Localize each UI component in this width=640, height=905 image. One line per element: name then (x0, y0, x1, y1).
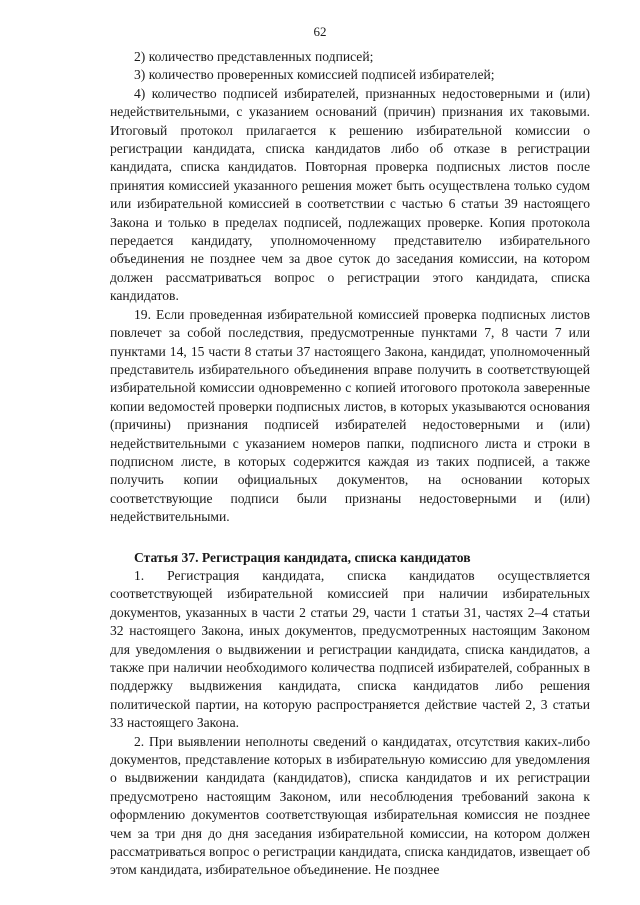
article-heading: Статья 37. Регистрация кандидата, списка кандидатов (134, 549, 471, 565)
paragraph: 4) количество подписей избирателей, признанных недостоверными и (или) недействительными, с указанием оснований (причин) признания их таковыми. Итоговый протокол прилагается к решению избирательной комиссии о регистрации кандидата, списка кандидатов либо об отказе в регистрации кандидата, списка кандидатов. Повторная проверка подписных листов после принятия комиссией указанного решения может быть осуществлена только судом или избирательной комиссией в соответствии с частью 6 статьи 39 настоящего Закона и только в пределах подписей, подлежащих проверке. Копия протокола передается кандидату, уполномоченному представителю избирательного объединения не позднее чем за двое суток до заседания комиссии, на котором должен рассматриваться вопрос о регистрации этого кандидата, списка кандидатов. (110, 85, 590, 304)
page-number: 62 (313, 24, 327, 39)
document-body (110, 48, 590, 880)
paragraph: 3) количество проверенных комиссией подписей избирателей; (134, 67, 495, 83)
paragraph: 2. При выявлении неполноты сведений о кандидатах, отсутствия каких-либо документов, представление которых в избирательную комиссию для уведомления о выдвижении кандидата (кандидатов), списка кандидатов и их регистрации предусмотрено настоящим Законом, или несоблюдения требований закона к оформлению документов соответствующая избирательная комиссия не позднее чем за три дня до дня заседания избирательной комиссии, на котором должен рассматриваться вопрос о регистрации кандидата, списка кандидатов, извещает об этом кандидата, избирательное объединение. Не позднее (110, 733, 590, 878)
paragraph: 1. Регистрация кандидата, списка кандидатов осуществляется соответствующей избирательной комиссией при наличии избирательных документов, указанных в части 2 статьи 29, части 1 статьи 31, частях 2–4 статьи 32 настоящего Закона, иных документов, предусмотренных настоящим Законом для уведомления о выдвижении и регистрации кандидата, списка кандидатов, а также при наличии необходимого количества подписей избирателей, собранных в поддержку выдвижения кандидата, списка кандидатов либо решения политической партии, на которую распространяется действие частей 2, 3 статьи 33 настоящего Закона. (110, 567, 590, 731)
paragraph: 19. Если проведенная избирательной комиссией проверка подписных листов повлечет за собой последствия, предусмотренные пунктами 7, 8 части 7 или пунктами 14, 15 части 8 статьи 37 настоящего Закона, кандидат, уполномоченный представитель избирательного объединения вправе получить в соответствующей избирательной комиссии одновременно с копией итогового протокола заверенные копии ведомостей проверки подписных листов, в которых указываются основания (причины) признания подписей избирателей недостоверными и (или) недействительными с указанием номеров папки, подписного листа и строки в подписном листе, в которых содержится каждая из таких подписей, а также получить копии официальных документов, на основании которых соответствующие подписи были признаны недостоверными и (или) недействительными. (110, 306, 590, 525)
paragraph: 2) количество представленных подписей; (134, 49, 374, 64)
